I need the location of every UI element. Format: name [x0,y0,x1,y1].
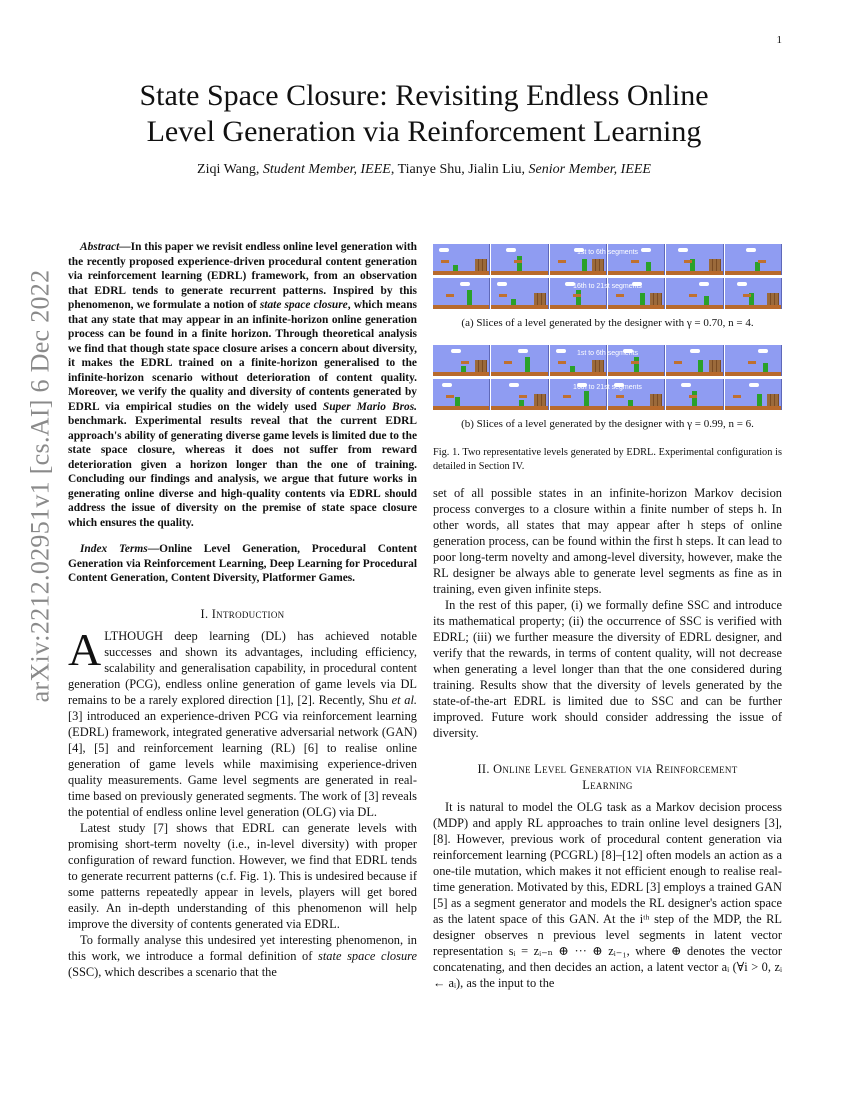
cloud-sprite [641,248,651,252]
brick-sprite [461,361,469,364]
level-segment-thumbnail [491,379,548,410]
level-segment-thumbnail [666,244,723,275]
pipe-sprite [455,397,460,406]
intro-paragraph-3 [68,932,417,980]
figure-1 [433,244,782,473]
intro-p3-text: To formally analyse this undesired yet interesting phenomenon, in this work, we introduce a formal definition of [68,932,417,963]
brick-sprite [499,294,507,297]
author-1-affiliation: Student Member, IEEE [262,162,391,177]
brick-sprite [514,260,522,263]
paper-title [68,78,780,150]
level-segment-thumbnail [666,345,723,376]
abstract-part-2: , which means that any state that may appear in an infinite-horizon online generation process can be found in a finite horizon. Through theoretical analysis we find that though state space closure arises a concern about diversity, it makes the EDRL trained on a finite-horizon generalised to the infinite-horizon scenario without deterioration of content quality. Moreover, we verify the quality and diversity of contents generated by EDRL via empirical studies on the widely used [68,299,417,413]
brick-sprite [446,294,454,297]
author-4-affiliation: Senior Member, IEEE [528,162,651,177]
brick-sprite [684,260,692,263]
pipe-sprite [755,262,760,271]
brick-sprite [689,395,697,398]
level-segment-thumbnail [666,278,723,309]
stair-sprite [650,293,662,305]
brick-sprite [504,361,512,364]
stair-sprite [475,360,487,372]
subcaption-b: (b) Slices of a level generated by the designer with γ = 0.99, n = 6. [461,418,754,430]
level-segment-thumbnail [491,345,548,376]
strip-a-top-label: 1st to 6th segments [576,249,639,256]
section-1-heading: I. Introduction [200,606,285,621]
index-terms [68,542,417,586]
level-strip-a-top [433,244,782,275]
cloud-sprite [556,349,566,353]
pipe-sprite [698,360,703,372]
level-strip-a-bottom [433,278,782,309]
brick-sprite [441,260,449,263]
intro-p1-italic: et al. [391,692,417,707]
pipe-sprite [628,400,633,406]
title-line-1: State Space Closure: Revisiting Endless Online [139,79,709,112]
abstract [68,240,417,530]
title-line-2: Level Generation via Reinforcement Learning [146,115,702,148]
cloud-sprite [678,248,688,252]
section-2-heading-line-1: II. Online Level Generation via Reinforcement [477,762,738,776]
index-terms-lead: Index Terms [80,543,148,555]
cloud-sprite [439,248,449,252]
brick-sprite [563,395,571,398]
author-1: Ziqi Wang, [197,162,260,177]
brick-sprite [674,361,682,364]
cloud-sprite [460,282,470,286]
cloud-sprite [451,349,461,353]
pipe-sprite [646,262,651,271]
level-strip-b-bottom [433,379,782,410]
cloud-sprite [699,282,709,286]
intro-p3-italic: state space closure [318,948,418,963]
brick-sprite [748,361,756,364]
pipe-sprite [467,290,472,305]
strip-a-bottom-label: 16th to 21st segments [573,283,642,290]
intro-paragraph-1 [68,623,417,820]
title-block [68,78,780,178]
stair-sprite [650,394,662,406]
abstract-part-3: benchmark. Experimental results reveal that the current EDRL approach's ability of generating diverse game levels is limited due to the state space closure, whereas it does not suffer from reward deterioration given a horizon longer than the one of training. Concluding our findings and analysis, we argue that future works in generating online diverse and high-quality contents via EDRL should address the issue of diversity on the premise of state space closure which ensures the quality. [68,415,417,529]
right-paragraph-1: set of all possible states in an infinite-horizon Markov decision process converges to a closure within a finite number of steps h. In other words, all states that may appear after h steps of online generation process, can be found within the first h steps. It can lead to poor long-term novelty and among-level diversity, however, make the RL designer be always able to generate level segments as fine as in training, even given infinite steps. [433,486,782,596]
level-segment-thumbnail [433,379,490,410]
brick-sprite [558,260,566,263]
right-paragraph-2: In the rest of this paper, (i) we formally define SSC and introduce its mathematical property; (ii) the occurrence of SSC is verified with EDRL; (iii) we further measure the diversity of EDRL designer, and verify that the rewards, in terms of content quality, will not decrease when generating a level longer than that the one considered during training. Results show that the diversity of levels generated by the state-of-the-art EDRL is limited due to SSC and can be further improved. Future work should consider addressing the issue of diversity. [433,598,782,740]
level-segment-thumbnail [725,345,782,376]
stair-sprite [534,394,546,406]
arxiv-stamp [20,269,60,703]
intro-p1-text: LTHOUGH deep learning (DL) has achieved notable successes and shown its advantages, including efficiency, scalability and generalisation capability, in procedural content generation (PCG), endless online generation of game levels via DL remains to be a rarely explored direction [1], [2]. Recently, Shu [68,628,417,707]
author-2-3-4: , Tianye Shu, Jialin Liu, [390,162,526,177]
cloud-sprite [681,383,691,387]
intro-p3-rest: (SSC), which describes a scenario that the [68,964,277,979]
brick-sprite [519,395,527,398]
level-segment-thumbnail [725,244,782,275]
intro-p1-rest: [3] introduced an experience-driven PCG via reinforcement learning (EDRL) framework, integrated generative adversarial network (GAN) [4], [5] and reinforcement learning (RL) [6] to realise online generation of game levels while maximising experience-driven quality measurements. Game level segments are generated in real-time based on previously generated segments. The work of [3] reveals the potential of endless online level generation (OLG) via DL. [68,708,417,819]
brick-sprite [558,361,566,364]
level-segment-thumbnail [491,278,548,309]
level-strip-b-top [433,345,782,376]
pipe-sprite [519,400,524,406]
pipe-sprite [757,394,762,406]
brick-sprite [743,294,751,297]
section-2-heading-line-2: Learning [582,778,633,792]
page-number: 1 [776,34,782,46]
cloud-sprite [690,349,700,353]
level-segment-thumbnail [725,379,782,410]
stair-sprite [767,394,779,406]
stair-sprite [709,259,721,271]
level-segment-thumbnail [666,379,723,410]
pipe-sprite [570,366,575,372]
pipe-sprite [692,391,697,406]
stair-sprite [767,293,779,305]
level-segment-thumbnail [433,345,490,376]
abstract-part-1: —In this paper we revisit endless online level generation with the recently proposed experience-driven procedural content generation via reinforcement learning (EDRL) framework, from an observation that EDRL tends to generate recurrent patterns. Inspired by this phenomenon, we formulate a notion of [68,241,417,311]
brick-sprite [758,260,766,263]
brick-sprite [689,294,697,297]
section-2-heading [433,761,782,793]
cloud-sprite [497,282,507,286]
pipe-sprite [511,299,516,305]
cloud-sprite [518,349,528,353]
brick-sprite [733,395,741,398]
dropcap: A [68,623,102,675]
strip-b-bottom-label: 16th to 21st segments [573,384,642,391]
arxiv-stamp-text: arXiv:2212.02951v1 [cs.AI] 6 Dec 2022 [25,269,55,703]
cloud-sprite [509,383,519,387]
brick-sprite [446,395,454,398]
abstract-lead: Abstract [80,241,120,253]
stair-sprite [475,259,487,271]
pipe-sprite [453,265,458,271]
cloud-sprite [442,383,452,387]
index-terms-text: —Online Level Generation, Procedural Content Generation via Reinforcement Learning, Deep Learning for Procedural Content Generation, Content Diversity, Platformer Games. [68,543,417,584]
subcaption-a: (a) Slices of a level generated by the designer with γ = 0.70, n = 4. [461,317,754,329]
stair-sprite [534,293,546,305]
pipe-sprite [763,363,768,372]
abstract-italic-2: Super Mario Bros. [322,400,417,413]
cloud-sprite [749,383,759,387]
pipe-sprite [704,296,709,305]
right-column [433,240,782,991]
cloud-sprite [737,282,747,286]
left-column [68,240,417,980]
section-2-paragraph-1: It is natural to model the OLG task as a Markov decision process (MDP) and apply RL approaches to train online level designers [3], [8]. However, previous work of procedural content generation via reinforcement learning (PCGRL) [8]–[12] often models an action as a one-tile mutation, which makes it not efficient enough to realise real-time generation. Motivated by this, EDRL [3] employs a trained GAN [5] as a segment generator and models the RL designer's action space as the latent space of this GAN. At the iᵗʰ step of the MDP, the RL designer observes n previous level segments in latent vector representation sᵢ = zᵢ₋ₙ ⊕ ··· ⊕ zᵢ₋₁, where ⊕ denotes the vector concatenating, and then decides an action, a latent vector aᵢ (∀i > 0, zᵢ ← aᵢ), as the input to the [433,800,782,990]
level-segment-thumbnail [491,244,548,275]
pipe-sprite [517,256,522,271]
cloud-sprite [746,248,756,252]
level-segment-thumbnail [433,278,490,309]
level-segment-thumbnail [725,278,782,309]
strip-b-top-label: 1st to 6th segments [576,350,639,357]
stair-sprite [709,360,721,372]
cloud-sprite [758,349,768,353]
figure-caption: Fig. 1. Two representative levels generated by EDRL. Experimental configuration is detailed in Section IV. [433,447,782,472]
intro-paragraph-2: Latest study [7] shows that EDRL can generate levels with promising short-term novelty (i.e., in-level diversity) with proper configuration of reward function. However, we find that EDRL tends to generate recurrent patterns (c.f. Fig. 1). This is undesired because if some patterns repeatedly appear in levels, players will get bored easily. An in-depth understanding of this phenomenon will help improve the diversity of contents generated via EDRL. [68,820,417,931]
authors [68,162,780,178]
abstract-italic-1: state space closure [259,299,348,311]
cloud-sprite [506,248,516,252]
pipe-sprite [461,366,466,372]
level-segment-thumbnail [433,244,490,275]
pipe-sprite [525,357,530,372]
